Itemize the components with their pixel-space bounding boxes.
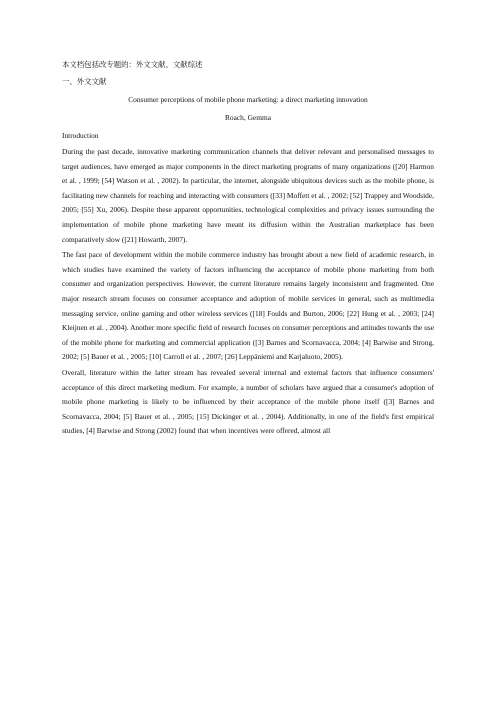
article-author: Roach, Gemma [225,113,271,122]
introduction-heading: Introduction [62,131,99,140]
body-paragraph-1: During the past decade, innovative marketing communication channels that deliver relevant and personalised messages to target audiences, have emerged as major components in the direct marketing programs of many organizations ([20] Harmon et al. , 1999; [54] Watson et al. , 2002). In particular, the internet, alongside ubiquitous devices such as the mobile phone, is facilitating new channels for reaching and interacting with consumers ([33] Moffett et al. , 2002; [52] Trappey and Woodside, 2005; [55] Xu, 2006). Despite these apparent opportunities, technological complexities and privacy issues surrounding the implementation of mobile phone marketing have meant its diffusion within the Australian marketplace has been comparatively slow ([21] Howarth, 2007). [62,147,434,244]
body-paragraph-2: The fast pace of development within the mobile commerce industry has brought about a new field of academic research, in which studies have examined the variety of factors influencing the acceptance of mobile phone marketing from both consumer and organization perspectives. However, the current literature remains largely inconsistent and fragmented. One major research stream focuses on consumer acceptance and adoption of mobile services in general, such as multimedia messaging service, online gaming and other wireless services ([18] Foulds and Burton, 2006; [22] Hung et al. , 2003; [24] Kleijnen et al. , 2004). Another more specific field of research focuses on consumer perceptions and attitudes towards the use of the mobile phone for marketing and commercial application ([3] Barnes and Scornavacca, 2004; [4] Barwise and Strong, 2002; [5] Bauer et al. , 2005; [10] Carroll et al. , 2007; [26] Leppäniemi and Karjaluoto, 2005). [62,250,434,362]
section-heading: 一、外文文献 [62,77,107,86]
document-scope-note: 本文档包括改专题的：外文文献、文献综述 [62,60,203,69]
body-paragraph-3: Overall, literature within the latter stream has revealed several internal and external factors that influence consumers' acceptance of this direct marketing medium. For example, a number of scholars have argued that a consumer's adoption of mobile phone marketing is likely to be influenced by their acceptance of the mobile phone itself ([3] Barnes and Scornavacca, 2004; [5] Bauer et al. , 2005; [15] Dickinger et al. , 2004). Additionally, in one of the field's first empirical studies, [4] Barwise and Strong (2002) found that when incentives were offered, almost all [62,367,434,436]
article-title: Consumer perceptions of mobile phone marketing: a direct marketing innovation [128,95,368,104]
document-page [62,60,434,439]
